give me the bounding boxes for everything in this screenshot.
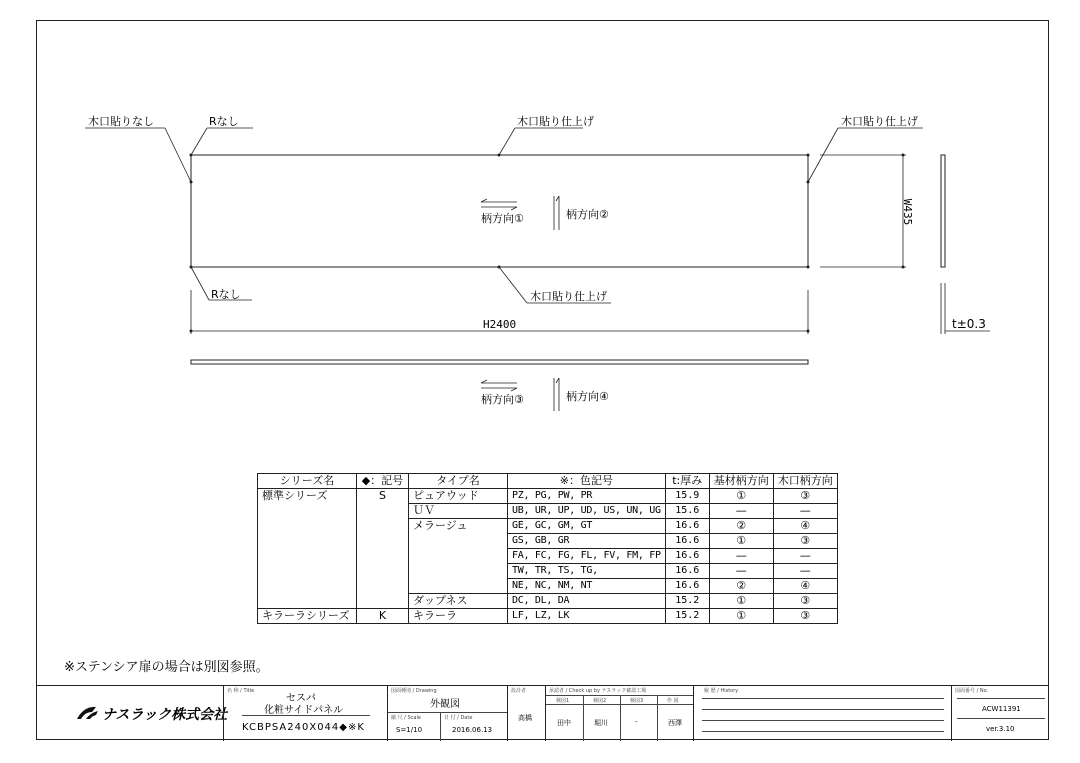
grain1-arrow-icon	[481, 199, 517, 202]
label-r-none-top: Rなし	[209, 115, 239, 128]
company-cell	[36, 686, 228, 741]
label-edge-top-right: 木口貼り仕上げ	[841, 115, 918, 128]
table-row: FA, FC, FG, FL, FV, FM, FP 16.6 — —	[258, 549, 838, 564]
label-grain1: 柄方向①	[481, 212, 524, 225]
height-dimension: H2400	[483, 318, 517, 331]
width-dimension: W435	[901, 198, 914, 226]
checker4: 西澤	[668, 719, 682, 727]
table-row: ダップネス DC, DL, DA 15.2 ① ③	[258, 594, 838, 609]
header-thickness: t:厚み	[665, 474, 709, 489]
header-symbol: ◆：記号	[357, 474, 409, 489]
spec-table	[257, 473, 838, 624]
table-row: TW, TR, TS, TG, 16.6 — —	[258, 564, 838, 579]
header-series: シリーズ名	[258, 474, 357, 489]
drawing-cell: 図面種別 / Drawing 外観図 縮 尺 / Scale S=1/10 日 付 / Date 2016.06.13	[387, 686, 507, 741]
date-value: 2016.06.13	[452, 726, 493, 734]
checker2: 堀川	[594, 719, 608, 727]
table-row: 標準シリーズ S ピュアウッド PZ, PG, PW, PR 15.9 ① ③	[258, 489, 838, 504]
number-cell: 図面番号 / No. ACW11391 ver.3.10	[951, 686, 1049, 741]
panel-side-view	[941, 155, 945, 267]
header-base-grain: 基材柄方向	[709, 474, 773, 489]
grain4-arrow-icon	[556, 378, 559, 411]
panel-edge-view	[191, 360, 808, 364]
designer-name: 高橋	[518, 714, 532, 722]
history-cell: 履 歴 / History	[693, 686, 951, 741]
table-row: GS, GB, GR 16.6 ① ③	[258, 534, 838, 549]
stencia-note: ※ステンシア扉の場合は別図参照。	[64, 660, 269, 675]
title-cell: 名 称 / Title セスパ 化粧サイドパネル KCBPSA240X044◆※K	[223, 686, 387, 741]
panel-front-view	[191, 155, 808, 267]
leader-lines	[85, 128, 990, 334]
label-edge-bottom-center: 木口貼り仕上げ	[530, 290, 607, 303]
drawing-number: ACW11391	[982, 705, 1021, 713]
label-r-none-bottom: Rなし	[211, 288, 241, 301]
company-logo-icon	[74, 704, 102, 722]
checker1: 田中	[557, 719, 571, 727]
title-line2: 化粧サイドパネル	[264, 705, 344, 716]
label-no-edge-left: 木口貼りなし	[88, 115, 154, 128]
header-edge-grain: 木口柄方向	[773, 474, 837, 489]
checker-cell: 承認者 / Check up by ナスラック確認工場 検図1 検図2 検図3 作 図 田中 堀川 - 西澤	[545, 686, 693, 741]
table-header-row	[258, 474, 838, 489]
scale-value: S=1/10	[396, 726, 423, 734]
leader-dots	[190, 154, 905, 333]
table-row: メラージュ GE, GC, GM, GT 16.6 ② ④	[258, 519, 838, 534]
thickness-dimension: t±0.3	[952, 317, 986, 331]
table-row: キラーラシリーズ K キラーラ LF, LZ, LK 15.2 ① ③	[258, 609, 838, 624]
grain-arrows	[481, 196, 559, 411]
designer-cell: 設計者 高橋	[507, 686, 545, 741]
version: ver.3.10	[986, 725, 1015, 733]
table-row: NE, NC, NM, NT 16.6 ② ④	[258, 579, 838, 594]
label-grain4: 柄方向④	[566, 390, 609, 403]
company-name: ナスラック株式会社	[102, 707, 228, 723]
title-line1: セスパ	[286, 693, 316, 704]
grain2-arrow-icon	[556, 196, 559, 230]
label-grain2: 柄方向②	[566, 208, 609, 221]
grain3-arrow-icon	[481, 380, 517, 383]
model-number: KCBPSA240X044◆※K	[242, 722, 365, 733]
checker3: -	[635, 718, 638, 726]
header-color-code: ※：色記号	[508, 474, 666, 489]
header-type: タイプ名	[409, 474, 508, 489]
label-edge-top-center: 木口貼り仕上げ	[517, 115, 594, 128]
title-block	[36, 685, 1049, 741]
label-grain3: 柄方向③	[481, 393, 524, 406]
table-row: ＵＶ UB, UR, UP, UD, US, UN, UG 15.6 — —	[258, 504, 838, 519]
drawing-type: 外観図	[430, 699, 460, 710]
